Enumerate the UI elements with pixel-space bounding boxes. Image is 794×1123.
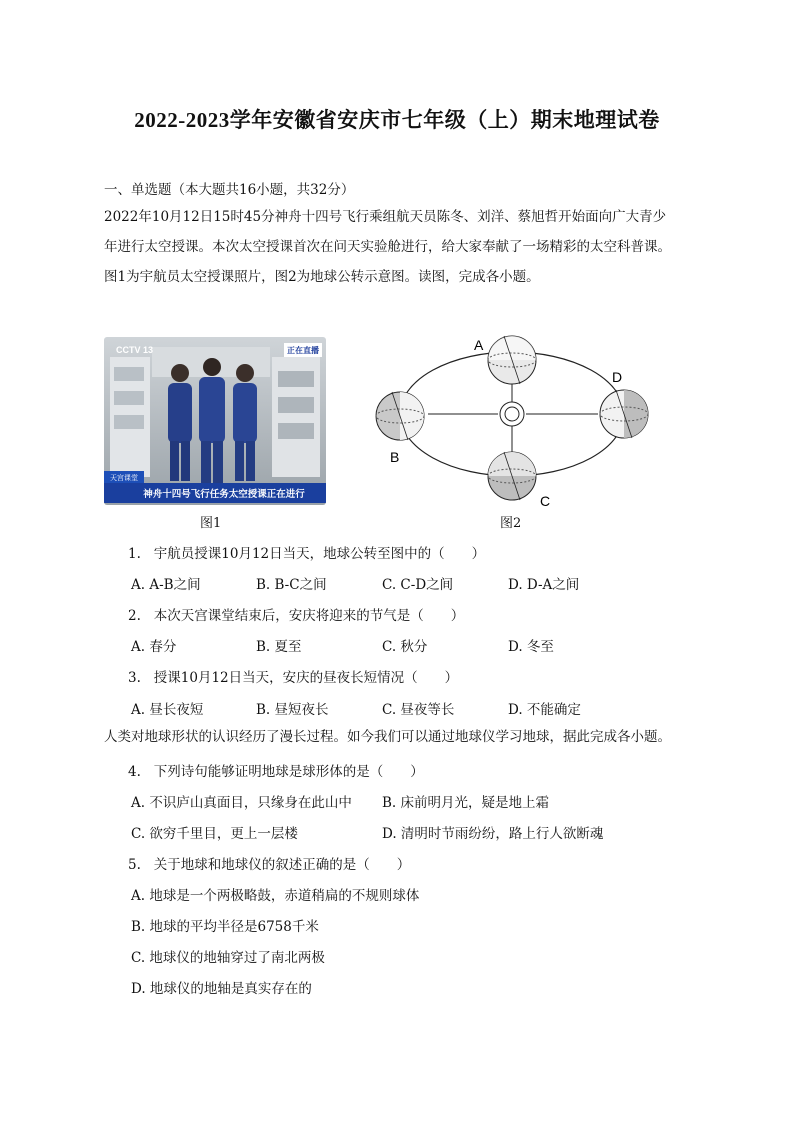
intro-paragraph xyxy=(104,202,694,292)
option: C. 秋分 xyxy=(382,639,428,655)
question-text: 关于地球和地球仪的叙述正确的是（ ） xyxy=(153,857,411,873)
earth-orbit-diagram xyxy=(372,330,652,510)
option: B. B-C之间 xyxy=(256,577,327,593)
option: A. 地球是一个两极略鼓，赤道稍扁的不规则球体 xyxy=(131,888,420,904)
option: B. 床前明月光，疑是地上霜 xyxy=(382,795,550,811)
question-1 xyxy=(128,542,485,562)
option: B. 地球的平均半径是6758千米 xyxy=(131,919,319,935)
question-3 xyxy=(128,666,458,686)
question-number: 2. xyxy=(128,608,141,624)
option: C. 昼夜等长 xyxy=(382,702,455,718)
intro-line: 2022年10月12日15时45分神舟十四号飞行乘组航天员陈冬、刘洋、蔡旭哲开始面向广大青少 xyxy=(104,209,667,225)
question-text: 宇航员授课10月12日当天，地球公转至图中的（ ） xyxy=(153,546,486,562)
option: D. D-A之间 xyxy=(508,577,580,593)
astronaut-photo xyxy=(104,337,326,505)
option: D. 清明时节雨纷纷，路上行人欲断魂 xyxy=(382,826,604,842)
option: C. 地球仪的地轴穿过了南北两极 xyxy=(131,950,325,966)
earth-position-d xyxy=(600,390,648,438)
option: C. 欲穷千里目，更上一层楼 xyxy=(131,826,298,842)
option: C. C-D之间 xyxy=(382,577,454,593)
live-badge: 正在直播 xyxy=(287,346,319,355)
earth-position-c xyxy=(488,452,536,500)
option: B. 昼短夜长 xyxy=(256,702,329,718)
question-text: 下列诗句能够证明地球是球形体的是（ ） xyxy=(153,764,424,780)
label-d: D xyxy=(612,369,623,385)
option: A. 昼长夜短 xyxy=(131,702,204,718)
section-heading: 一、单选题（本大题共16小题，共32分） xyxy=(104,182,355,198)
label-a: A xyxy=(474,337,484,353)
figure1-caption: 图1 xyxy=(200,516,222,531)
intro-line: 图1为宇航员太空授课照片，图2为地球公转示意图。读图，完成各小题。 xyxy=(104,269,540,285)
intro-paragraph-2: 人类对地球形状的认识经历了漫长过程。如今我们可以通过地球仪学习地球，据此完成各小题。 xyxy=(104,729,671,745)
option: A. 春分 xyxy=(131,639,177,655)
question-2 xyxy=(128,604,464,624)
question-number: 1. xyxy=(128,546,141,562)
option: D. 冬至 xyxy=(508,639,554,655)
option: A. A-B之间 xyxy=(131,577,201,593)
question-4 xyxy=(128,760,424,780)
label-c: C xyxy=(540,493,551,509)
question-text: 本次天宫课堂结束后，安庆将迎来的节气是（ ） xyxy=(153,608,465,624)
label-b: B xyxy=(390,449,400,465)
question-5 xyxy=(128,853,410,873)
question-text: 授课10月12日当天，安庆的昼夜长短情况（ ） xyxy=(153,670,459,686)
earth-position-a xyxy=(488,336,536,384)
question-number: 4. xyxy=(128,764,141,780)
corner-label: 天宫课堂 xyxy=(110,474,138,482)
option: D. 不能确定 xyxy=(508,702,581,718)
channel-logo: CCTV 13 xyxy=(116,345,154,355)
question-number: 5. xyxy=(128,857,141,873)
intro-line: 年进行太空授课。本次太空授课首次在问天实验舱进行，给大家奉献了一场精彩的太空科普课。 xyxy=(104,239,671,255)
sun-icon xyxy=(500,402,524,426)
option: A. 不识庐山真面目，只缘身在此山中 xyxy=(131,795,352,811)
option: B. 夏至 xyxy=(256,639,302,655)
page-title: 2022-2023学年安徽省安庆市七年级（上）期末地理试卷 xyxy=(134,108,660,132)
earth-position-b xyxy=(376,392,424,440)
figure2-caption: 图2 xyxy=(500,516,522,531)
option: D. 地球仪的地轴是真实存在的 xyxy=(131,981,312,997)
question-number: 3. xyxy=(128,670,141,686)
photo-banner: 神舟十四号飞行任务太空授课正在进行 xyxy=(143,489,305,500)
